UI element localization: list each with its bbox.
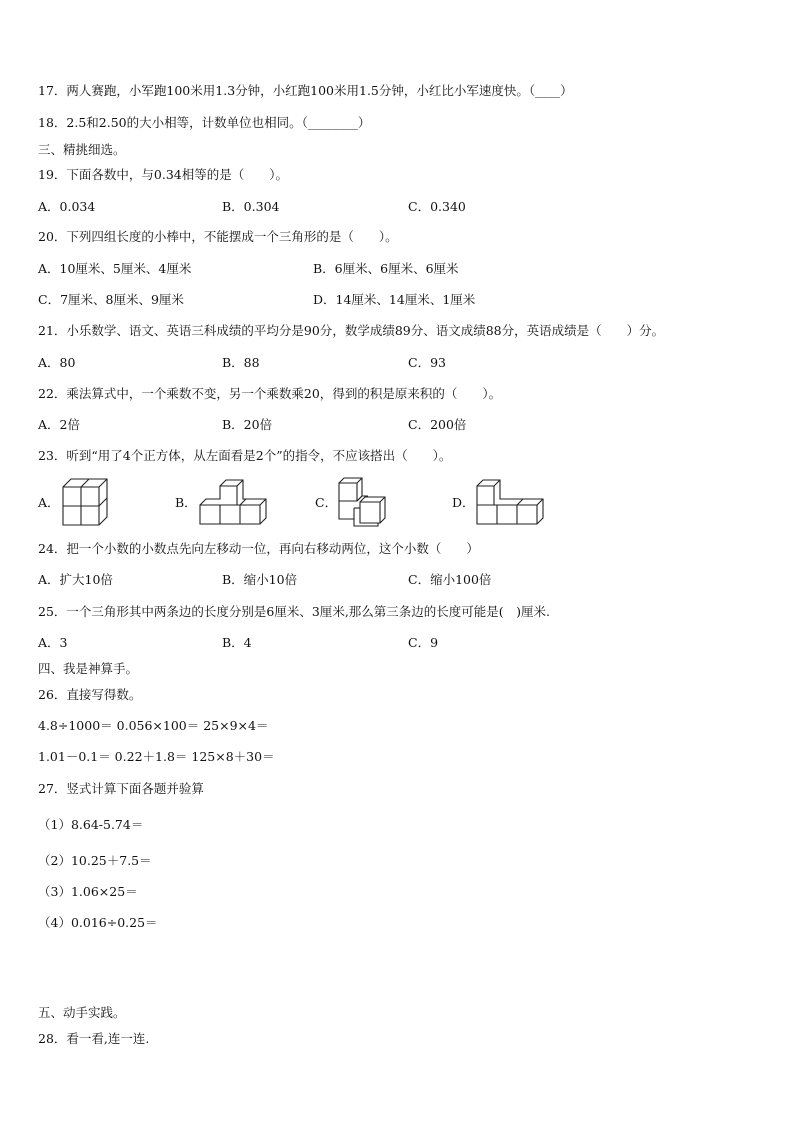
- question-22-stem: 22．乘法算式中，一个乘数不变，另一个乘数乘20，得到的积是原来积的（ ）。: [38, 386, 502, 401]
- q20-option-c: C．7厘米、8厘米、9厘米: [38, 292, 184, 307]
- question-24-stem: 24．把一个小数的小数点先向左移动一位，再向右移动两位，这个小数（ ）: [38, 541, 479, 556]
- question-17: 17．两人赛跑，小军跑100米用1.3分钟，小红跑100米用1.5分钟，小红比小军速度快。（____）: [38, 83, 573, 98]
- q21-option-a: A．80: [38, 355, 76, 370]
- q25-option-a: A．3: [38, 635, 68, 650]
- q23-option-d: D．: [452, 495, 475, 510]
- q20-option-a: A．10厘米、5厘米、4厘米: [38, 261, 192, 276]
- q24-option-c: C．缩小100倍: [408, 572, 492, 587]
- q23-option-b: B．: [175, 495, 197, 510]
- q23-figure-d: [476, 479, 544, 525]
- q26-row-1: 4.8÷1000＝ 0.056×100＝ 25×9×4＝: [38, 718, 269, 733]
- q27-part-2: （2）10.25＋7.5＝: [38, 853, 152, 868]
- section-heading-5: 五、动手实践。: [38, 1005, 126, 1020]
- q27-part-1: （1）8.64-5.74＝: [38, 817, 144, 832]
- q23-figure-c: [338, 477, 388, 527]
- q23-figure-b: [199, 479, 267, 525]
- question-27-stem: 27．竖式计算下面各题并验算: [38, 781, 204, 796]
- question-28: 28．看一看,连一连.: [38, 1031, 150, 1046]
- question-19-stem: 19．下面各数中，与0.34相等的是（ ）。: [38, 167, 288, 182]
- q19-option-a: A．0.034: [38, 199, 96, 214]
- question-18: 18．2.5和2.50的大小相等，计数单位也相同。（________）: [38, 115, 371, 130]
- q22-option-c: C．200倍: [408, 417, 467, 432]
- q21-option-c: C．93: [408, 355, 446, 370]
- question-25-stem: 25．一个三角形其中两条边的长度分别是6厘米、3厘米,那么第三条边的长度可能是( )厘米.: [38, 604, 551, 619]
- q24-option-b: B．缩小10倍: [222, 572, 298, 587]
- q19-option-c: C．0.340: [408, 199, 466, 214]
- q25-option-b: B．4: [222, 635, 252, 650]
- question-20-stem: 20．下列四组长度的小棒中，不能摆成一个三角形的是（ ）。: [38, 229, 398, 244]
- section-heading-4: 四、我是神算手。: [38, 661, 139, 676]
- q23-option-a: A．: [38, 495, 60, 510]
- q26-row-2: 1.01－0.1＝ 0.22＋1.8＝ 125×8＋30＝: [38, 749, 275, 764]
- q20-option-d: D．14厘米、14厘米、1厘米: [313, 292, 476, 307]
- q24-option-a: A．扩大10倍: [38, 572, 113, 587]
- q22-option-b: B．20倍: [222, 417, 273, 432]
- q19-option-b: B．0.304: [222, 199, 280, 214]
- q27-part-3: （3）1.06×25＝: [38, 884, 138, 899]
- q27-part-4: （4）0.016÷0.25＝: [38, 915, 158, 930]
- question-23-stem: 23．听到“用了4个正方体，从左面看是2个”的指令，不应该搭出（ ）。: [38, 448, 452, 463]
- question-21-stem: 21．小乐数学、语文、英语三科成绩的平均分是90分，数学成绩89分、语文成绩88分，英语成绩是（ ）分。: [38, 323, 665, 338]
- q20-option-b: B．6厘米、6厘米、6厘米: [313, 261, 459, 276]
- section-heading-3: 三、精挑细选。: [38, 142, 126, 157]
- question-26-stem: 26．直接写得数。: [38, 687, 142, 702]
- q25-option-c: C．9: [408, 635, 439, 650]
- q22-option-a: A．2倍: [38, 417, 80, 432]
- q23-figure-a: [62, 478, 108, 526]
- q21-option-b: B．88: [222, 355, 260, 370]
- q23-option-c: C．: [315, 495, 338, 510]
